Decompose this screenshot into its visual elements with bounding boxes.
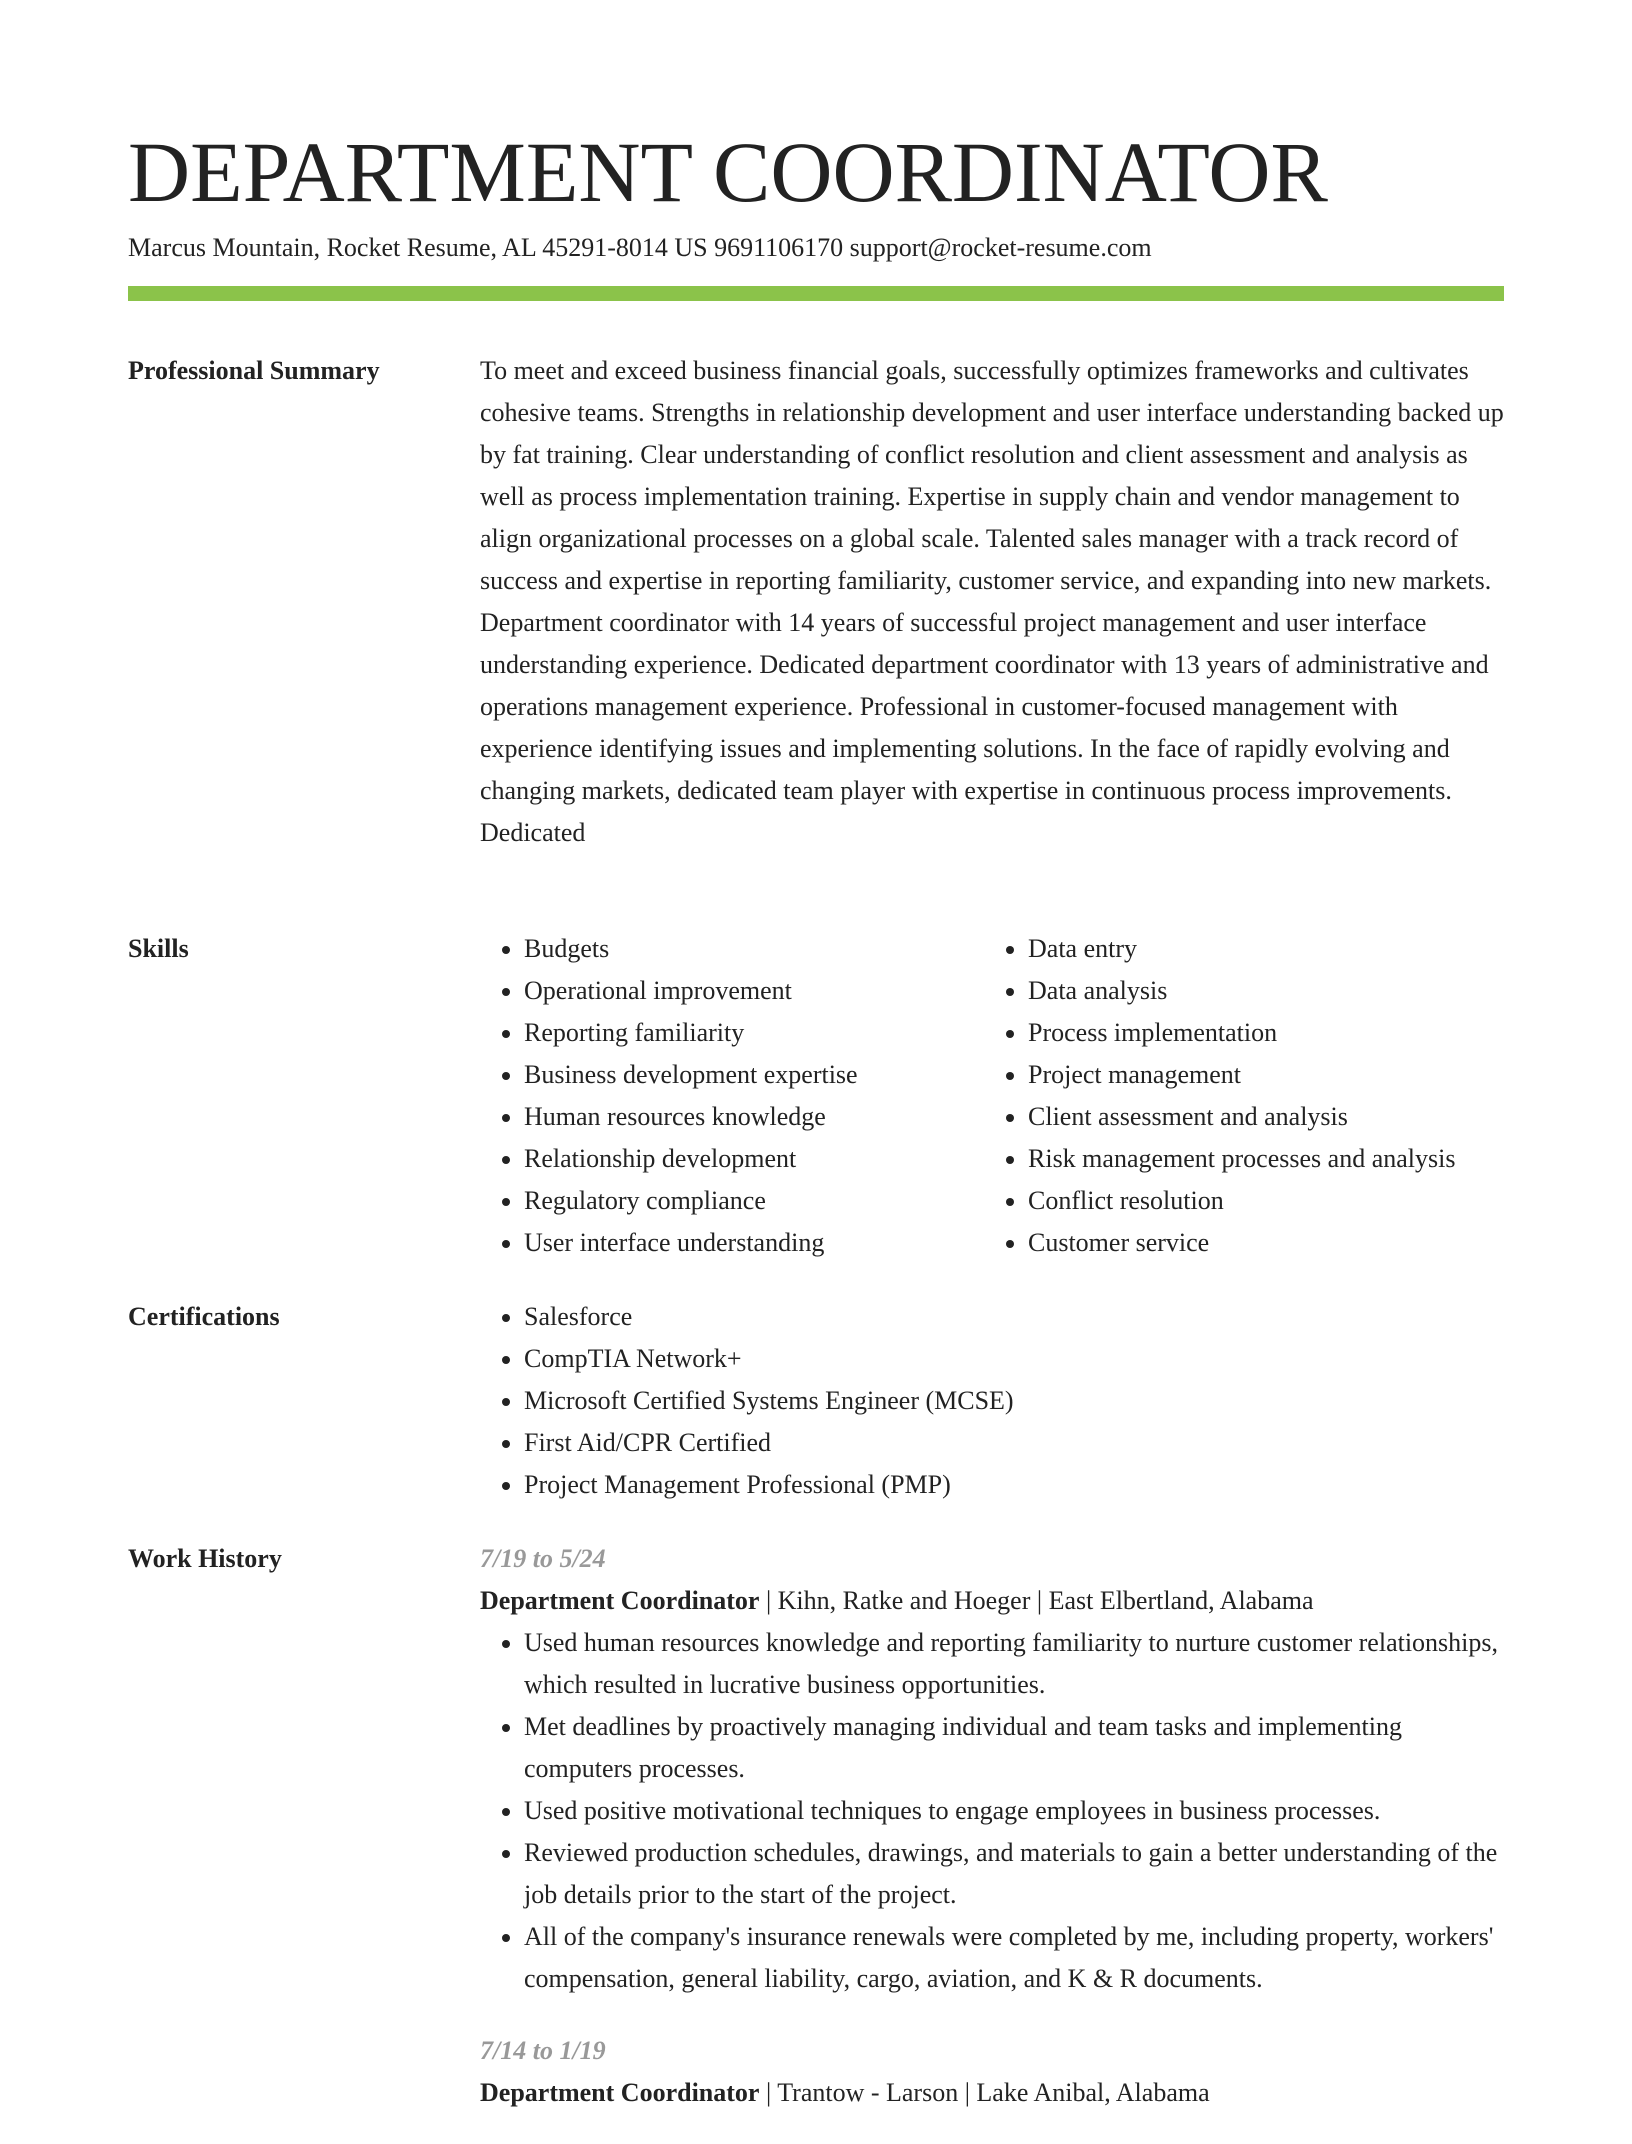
skill-item: • Business development expertise xyxy=(524,1054,984,1096)
skill-item: • Relationship development xyxy=(524,1138,984,1180)
skills-heading: Skills xyxy=(128,934,189,963)
skill-item: • Data analysis xyxy=(1028,970,1488,1012)
skill-item: • Risk management processes and analysis xyxy=(1028,1138,1488,1180)
job-date: 7/19 to 5/24 xyxy=(480,1544,606,1573)
skill-item: • Project management xyxy=(1028,1054,1488,1096)
certification-item: • CompTIA Network+ xyxy=(524,1338,1504,1380)
summary-body xyxy=(480,350,1504,854)
work-history-heading: Work History xyxy=(128,1544,282,1573)
skill-item: • Operational improvement xyxy=(524,970,984,1012)
skill-item: • Regulatory compliance xyxy=(524,1180,984,1222)
summary-heading: Professional Summary xyxy=(128,356,380,385)
job-bullet: • Met deadlines by proactively managing individual and team tasks and implementing computers processes. xyxy=(524,1706,1504,1790)
skill-item: • Human resources knowledge xyxy=(524,1096,984,1138)
work-history-body xyxy=(480,1538,1504,2144)
skills-body xyxy=(480,928,1504,1264)
skill-item: • Client assessment and analysis xyxy=(1028,1096,1488,1138)
skills-column-right xyxy=(984,928,1488,1264)
summary-text: To meet and exceed business financial goals, successfully optimizes frameworks and cultivates cohesive teams. Strengths in relationship development and user interface understanding backed up by fat training. Clear understanding of conflict resolution and client assessment and analysis as well as process implementation training. Expertise in supply chain and vendor management to align organizational processes on a global scale. Talented sales manager with a track record of success and expertise in reporting familiarity, customer service, and expanding into new markets. Department coordinator with 14 years of successful project management and user interface understanding experience. Dedicated department coordinator with 13 years of administrative and operations management experience. Professional in customer-focused management with experience identifying issues and implementing solutions. In the face of rapidly evolving and changing markets, dedicated team player with expertise in continuous process improvements. Dedicated xyxy=(480,356,1504,847)
certification-item: • Project Management Professional (PMP) xyxy=(524,1464,1504,1506)
job-entry xyxy=(480,2030,1504,2114)
job-bullet: • Reviewed production schedules, drawings, and materials to gain a better understanding of the job details prior to the start of the project. xyxy=(524,1832,1504,1916)
job-details: | Trantow - Larson | Lake Anibal, Alabama xyxy=(759,2078,1210,2107)
certification-item: • Microsoft Certified Systems Engineer (MCSE) xyxy=(524,1380,1504,1422)
skill-item: • Reporting familiarity xyxy=(524,1012,984,1054)
job-title: Department Coordinator xyxy=(480,1586,760,1615)
job-header xyxy=(480,2072,1504,2114)
contact-line: Marcus Mountain, Rocket Resume, AL 45291-8014 US 9691106170 support@rocket-resume.com xyxy=(128,233,1152,262)
job-header xyxy=(480,1580,1504,1622)
job-date: 7/14 to 1/19 xyxy=(480,2036,606,2065)
certifications-heading: Certifications xyxy=(128,1302,280,1331)
job-bullet: • Used human resources knowledge and reporting familiarity to nurture customer relationships, which resulted in lucrative business opportunities. xyxy=(524,1622,1504,1706)
skill-item: • User interface understanding xyxy=(524,1222,984,1264)
skill-item: • Data entry xyxy=(1028,928,1488,970)
certifications-body xyxy=(480,1296,1504,1506)
certification-item: • First Aid/CPR Certified xyxy=(524,1422,1504,1464)
job-entry xyxy=(480,1538,1504,2000)
job-details: | Kihn, Ratke and Hoeger | East Elbertland, Alabama xyxy=(759,1586,1314,1615)
resume-title: DEPARTMENT COORDINATOR xyxy=(128,124,1328,220)
header-divider xyxy=(128,286,1504,301)
job-title: Department Coordinator xyxy=(480,2078,760,2107)
certification-item: • Salesforce xyxy=(524,1296,1504,1338)
skill-item: • Process implementation xyxy=(1028,1012,1488,1054)
job-bullet: • All of the company's insurance renewals were completed by me, including property, workers' compensation, general liability, cargo, aviation, and K & R documents. xyxy=(524,1916,1504,2000)
skills-column-left xyxy=(480,928,984,1264)
skill-item: • Customer service xyxy=(1028,1222,1488,1264)
job-bullet: • Used positive motivational techniques to engage employees in business processes. xyxy=(524,1790,1504,1832)
skill-item: • Conflict resolution xyxy=(1028,1180,1488,1222)
skill-item: • Budgets xyxy=(524,928,984,970)
job-bullets xyxy=(480,1622,1504,2000)
